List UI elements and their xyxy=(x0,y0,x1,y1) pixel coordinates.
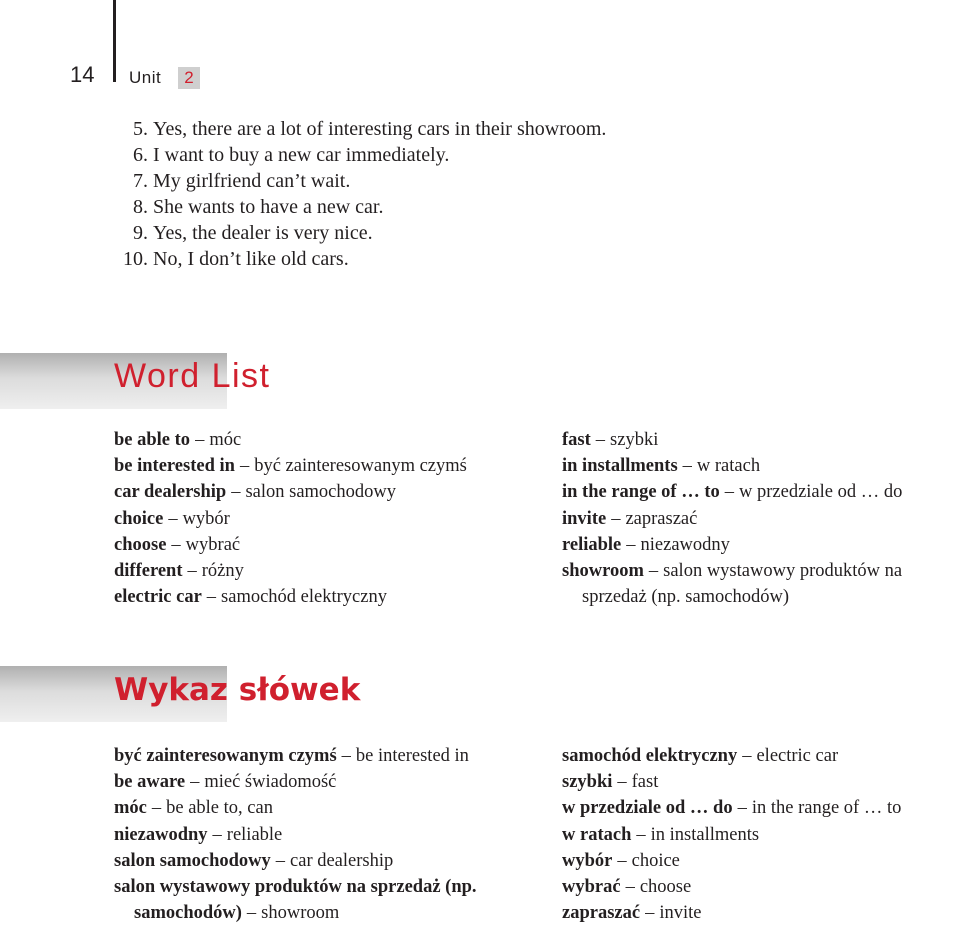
entry-term: choose xyxy=(114,534,167,555)
entry-dash: – xyxy=(231,482,241,503)
entry-translation: in installments xyxy=(650,824,760,845)
entry-term: showroom xyxy=(562,561,644,582)
entry-dash: – xyxy=(737,798,747,819)
entry-term: be interested in xyxy=(114,456,235,477)
wykaz-entry xyxy=(114,769,477,795)
wykaz-heading: Wykaz słówek xyxy=(114,672,361,708)
entry-dash: – xyxy=(212,824,222,845)
entry-translation: w przedziale od … do xyxy=(739,482,903,503)
entry-term: samochód elektryczny xyxy=(562,746,738,766)
entry-term: w przedziale od … do xyxy=(562,798,733,819)
entry-dash: – xyxy=(151,798,162,819)
entry-dash: – xyxy=(195,430,205,450)
wykaz-right-column xyxy=(562,743,901,926)
wykaz-left-column xyxy=(114,743,477,926)
entry-term: wybór xyxy=(562,850,613,871)
entry-translation: invite xyxy=(659,903,702,924)
word-list-left-column xyxy=(114,427,467,610)
word-list-entry xyxy=(114,558,467,584)
wykaz-entry xyxy=(562,874,901,900)
answer-item xyxy=(118,142,606,168)
answer-text: Yes, there are a lot of interesting cars in their showroom. xyxy=(153,118,607,140)
entry-translation: electric car xyxy=(756,746,839,766)
wykaz-entry xyxy=(562,848,901,874)
word-list-entry xyxy=(114,453,467,479)
entry-translation: mieć świadomość xyxy=(204,772,337,793)
entry-term: szybki xyxy=(562,772,613,793)
entry-dash: – xyxy=(645,903,655,924)
entry-translation: być zainteresowanym czymś xyxy=(254,456,467,477)
entry-dash: – xyxy=(626,534,636,555)
answer-text: No, I don’t like old cars. xyxy=(153,248,349,270)
unit-label: Unit xyxy=(129,68,162,87)
wykaz-entry xyxy=(562,795,901,821)
entry-dash: – xyxy=(246,903,257,924)
word-list-entry xyxy=(114,427,467,453)
word-list-entry xyxy=(562,427,902,453)
entry-term: be able to xyxy=(114,430,191,450)
entry-translation: wybrać xyxy=(185,534,241,555)
answer-number: 9. xyxy=(133,222,148,244)
word-list-entry-continuation: sprzedaż (np. samochodów) xyxy=(582,587,790,608)
wykaz-entry xyxy=(562,743,901,769)
entry-translation: w ratach xyxy=(696,456,761,477)
word-list-entry xyxy=(562,479,902,505)
entry-translation: móc xyxy=(209,430,242,450)
entry-translation: niezawodny xyxy=(640,534,730,555)
entry-dash: – xyxy=(187,561,197,582)
word-list-entry xyxy=(562,506,902,532)
word-list-entry xyxy=(114,506,467,532)
word-list-entry xyxy=(114,584,467,610)
entry-translation: be able to, can xyxy=(166,798,273,819)
entry-translation: wybór xyxy=(182,508,230,529)
entry-term: in the range of … to xyxy=(562,482,720,503)
entry-term: wybrać xyxy=(562,877,621,898)
entry-translation: choice xyxy=(631,850,680,871)
entry-term: zapraszać xyxy=(562,903,641,924)
entry-term: invite xyxy=(562,508,607,529)
answer-item xyxy=(118,116,606,142)
entry-translation: be interested in xyxy=(355,746,469,766)
header-divider xyxy=(113,0,116,82)
entry-term: niezawodny xyxy=(114,824,208,845)
wykaz-entry xyxy=(562,769,901,795)
entry-translation: szybki xyxy=(610,430,659,450)
word-list-entry xyxy=(562,453,902,479)
unit-number-badge: 2 xyxy=(178,67,200,89)
entry-dash: – xyxy=(636,824,646,845)
entry-dash: – xyxy=(617,850,627,871)
entry-dash: – xyxy=(611,508,621,529)
word-list-entry xyxy=(562,532,902,558)
entry-translation: reliable xyxy=(226,824,283,845)
entry-term: different xyxy=(114,561,183,582)
entry-translation: różny xyxy=(201,561,244,582)
answer-number: 8. xyxy=(133,196,148,218)
entry-term: fast xyxy=(562,430,591,450)
answer-list xyxy=(118,116,606,272)
entry-dash: – xyxy=(682,456,692,477)
entry-dash: – xyxy=(617,772,627,793)
wykaz-entry xyxy=(114,848,477,874)
entry-term: w ratach xyxy=(562,824,632,845)
answer-item xyxy=(118,194,606,220)
entry-dash: – xyxy=(625,877,635,898)
entry-term-continuation: samochodów) xyxy=(134,903,242,924)
answer-number: 7. xyxy=(133,170,148,192)
entry-translation: salon wystawowy produktów na xyxy=(663,561,903,582)
answer-text: Yes, the dealer is very nice. xyxy=(153,222,373,244)
wykaz-entry xyxy=(114,795,477,821)
entry-translation: samochód elektryczny xyxy=(221,587,387,608)
answer-item xyxy=(118,168,606,194)
word-list-right-column xyxy=(562,427,902,610)
entry-dash: – xyxy=(239,456,250,477)
wykaz-entry xyxy=(114,743,477,769)
entry-translation: choose xyxy=(639,877,692,898)
answer-item xyxy=(118,220,606,246)
entry-translation: showroom xyxy=(261,903,340,924)
answer-number: 5. xyxy=(133,118,148,140)
entry-translation: fast xyxy=(631,772,659,793)
wykaz-entry xyxy=(562,822,901,848)
entry-translation: car dealership xyxy=(290,850,394,871)
entry-dash: – xyxy=(275,850,286,871)
entry-dash: – xyxy=(648,561,659,582)
word-list-entry xyxy=(114,532,467,558)
answer-number: 6. xyxy=(133,144,148,166)
entry-term: car dealership xyxy=(114,482,227,503)
entry-term: reliable xyxy=(562,534,622,555)
entry-dash: – xyxy=(206,587,217,608)
entry-translation: in the range of … to xyxy=(751,798,902,819)
page-number: 14 xyxy=(70,62,95,87)
entry-dash: – xyxy=(724,482,734,503)
entry-dash: – xyxy=(341,746,351,766)
answer-text: My girlfriend can’t wait. xyxy=(153,170,351,192)
entry-term: electric car xyxy=(114,587,202,608)
entry-dash: – xyxy=(742,746,752,766)
entry-term: in installments xyxy=(562,456,678,477)
entry-dash: – xyxy=(171,534,181,555)
answer-number: 10. xyxy=(123,248,148,270)
entry-term: salon samochodowy xyxy=(114,850,271,871)
entry-term: móc xyxy=(114,798,147,819)
entry-term: salon wystawowy produktów na sprzedaż (np. xyxy=(114,877,477,898)
entry-dash: – xyxy=(168,508,178,529)
wykaz-entry xyxy=(114,874,477,900)
entry-translation: salon samochodowy xyxy=(245,482,397,503)
answer-item xyxy=(118,246,606,272)
entry-term: być zainteresowanym czymś xyxy=(114,746,337,766)
wykaz-entry xyxy=(114,822,477,848)
entry-term: be aware xyxy=(114,772,186,793)
word-list-entry xyxy=(114,479,467,505)
entry-term: choice xyxy=(114,508,164,529)
wykaz-entry xyxy=(562,900,901,926)
word-list-entry xyxy=(562,558,902,584)
entry-dash: – xyxy=(595,430,606,450)
entry-translation: zapraszać xyxy=(625,508,698,529)
entry-dash: – xyxy=(190,772,200,793)
wykaz-entry-continuation xyxy=(114,900,477,926)
answer-text: She wants to have a new car. xyxy=(153,196,384,218)
word-list-heading: Word List xyxy=(114,357,271,395)
answer-text: I want to buy a new car immediately. xyxy=(153,144,450,166)
